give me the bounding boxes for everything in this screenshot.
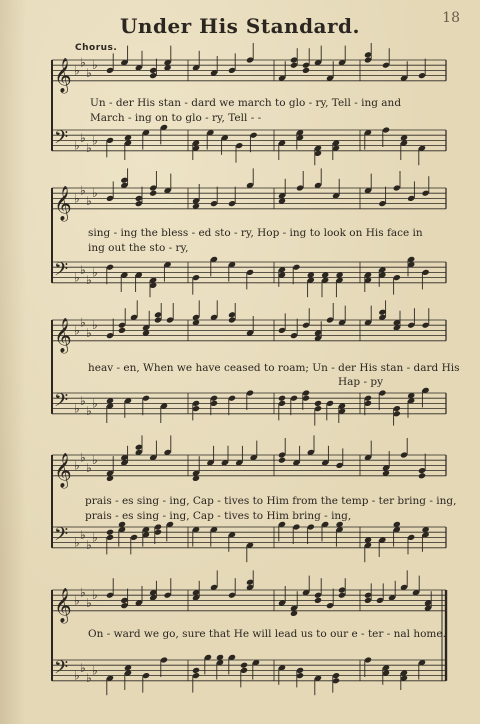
flat-icon: ♭: [86, 538, 92, 553]
flat-icon: ♭: [86, 326, 92, 340]
note-head: [418, 472, 426, 479]
system-3-lyrics-echo: Hap - py: [338, 376, 384, 388]
flat-icon: ♭: [74, 593, 80, 608]
flat-icon: ♭: [92, 318, 98, 333]
flat-icon: ♭: [74, 138, 80, 153]
flat-icon: ♭: [74, 535, 80, 550]
system-1-lyrics-echo: March - ing on to glo - ry, Tell - -: [90, 112, 262, 124]
bass-clef-icon: 𝄢: [54, 524, 69, 550]
flat-icon: ♭: [86, 194, 92, 208]
treble-clef-icon: 𝄞: [54, 57, 72, 93]
flat-icon: ♭: [86, 273, 92, 288]
flat-icon: ♭: [74, 191, 80, 206]
flat-icon: ♭: [92, 453, 98, 468]
flat-icon: ♭: [80, 130, 86, 145]
treble-clef-icon: 𝄞: [54, 587, 72, 623]
system-1-lyrics-verse: Un - der His stan - dard we march to glo - ry, Tell - ing and: [90, 97, 402, 109]
note-head: [192, 667, 200, 674]
flat-icon: ♭: [74, 270, 80, 285]
flat-icon: ♭: [92, 58, 98, 73]
page-number: 18: [442, 10, 460, 26]
flat-icon: ♭: [74, 323, 80, 338]
flat-icon: ♭: [86, 141, 92, 156]
flat-icon: ♭: [92, 663, 98, 678]
flat-icon: ♭: [86, 404, 92, 419]
flat-icon: ♭: [86, 671, 92, 686]
system-4-lyrics-echo: prais - es sing - ing, Cap - tives to Him bring - ing,: [85, 510, 352, 522]
system-5-lyrics-verse: On - ward we go, sure that He will lead us to our e - ter - nal home.: [88, 628, 446, 640]
system-2-lyrics-echo: ing out the sto - ry,: [88, 242, 189, 254]
system-3-lyrics-verse: heav - en, When we have ceased to roam; Un - der His stan - dard His: [88, 362, 460, 374]
treble-clef-icon: 𝄞: [54, 185, 72, 221]
flat-icon: ♭: [80, 393, 86, 408]
note-head: [106, 529, 114, 536]
flat-icon: ♭: [92, 396, 98, 411]
flat-icon: ♭: [74, 63, 80, 78]
flat-icon: ♭: [74, 668, 80, 683]
page-title: Under His Standard.: [119, 14, 361, 38]
flat-icon: ♭: [80, 262, 86, 277]
flat-icon: ♭: [74, 458, 80, 473]
flat-icon: ♭: [92, 588, 98, 603]
bass-clef-icon: 𝄢: [54, 390, 69, 416]
system-2-lyrics-verse: sing - ing the bless - ed sto - ry, Hop - ing to look on His face in: [88, 227, 423, 239]
flat-icon: ♭: [80, 450, 86, 465]
note-head: [240, 662, 248, 669]
note-head: [302, 67, 310, 74]
system-4-lyrics-verse: prais - es sing - ing, Cap - tives to Him from the temp - ter bring - ing,: [85, 495, 457, 507]
flat-icon: ♭: [92, 265, 98, 280]
flat-icon: ♭: [92, 133, 98, 148]
flat-icon: ♭: [80, 660, 86, 675]
bass-clef-icon: 𝄢: [54, 259, 69, 285]
flat-icon: ♭: [86, 66, 92, 80]
flat-icon: ♭: [80, 55, 86, 70]
treble-clef-icon: 𝄞: [54, 452, 72, 488]
flat-icon: ♭: [80, 527, 86, 542]
note-head: [314, 400, 322, 407]
flat-icon: ♭: [80, 315, 86, 330]
note-head: [278, 395, 286, 402]
note-head: [314, 597, 322, 604]
flat-icon: ♭: [86, 461, 92, 475]
flat-icon: ♭: [80, 585, 86, 600]
flat-icon: ♭: [74, 401, 80, 416]
treble-clef-icon: 𝄞: [54, 317, 72, 353]
note-head: [278, 457, 286, 464]
bass-clef-icon: 𝄢: [54, 127, 69, 153]
bass-clef-icon: 𝄢: [54, 657, 69, 683]
note-head: [149, 190, 157, 197]
flat-icon: ♭: [92, 530, 98, 545]
flat-icon: ♭: [92, 186, 98, 201]
note-head: [118, 327, 126, 334]
chorus-label: Chorus.: [75, 43, 118, 53]
flat-icon: ♭: [86, 596, 92, 610]
flat-icon: ♭: [80, 183, 86, 198]
